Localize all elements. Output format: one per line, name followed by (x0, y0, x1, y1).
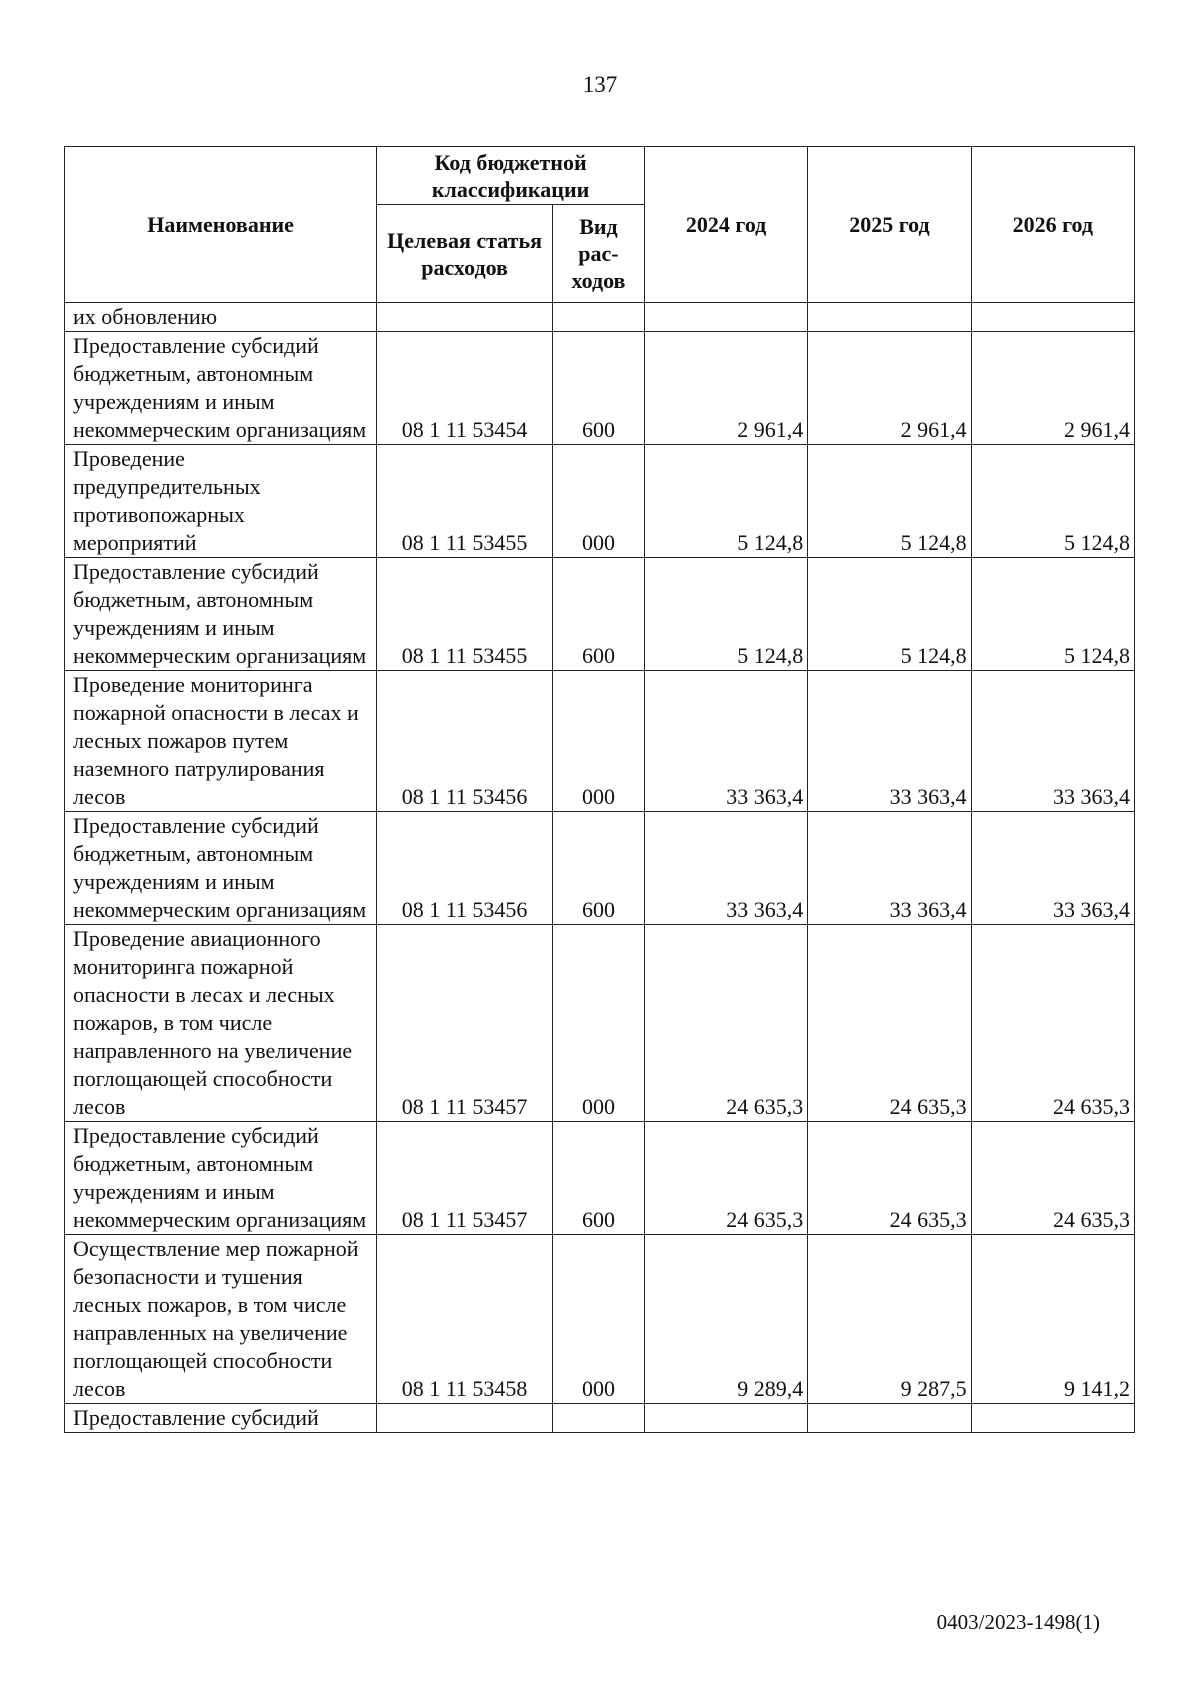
row-target-article-cell: 08 1 11 53457 (377, 1122, 553, 1235)
row-name-cell: Предоставление субсидий бюджетным, автономным учреждениям и иным некоммерческим организациям (65, 332, 377, 445)
table-row (65, 671, 1135, 812)
row-expense-type-cell: 000 (552, 445, 644, 558)
row-value-2026-cell: 5 124,8 (971, 558, 1134, 671)
row-value-2025-cell: 33 363,4 (808, 812, 971, 925)
table-row (65, 558, 1135, 671)
row-target-article-cell (377, 303, 553, 332)
row-value-2024-cell: 5 124,8 (644, 558, 807, 671)
row-value-2025-cell (808, 1404, 971, 1433)
row-expense-type-cell: 600 (552, 332, 644, 445)
row-expense-type-cell: 600 (552, 1122, 644, 1235)
row-value-2026-cell: 24 635,3 (971, 925, 1134, 1122)
header-budget-code-group: Код бюджетной классификации (377, 147, 645, 205)
row-value-2026-cell: 33 363,4 (971, 671, 1134, 812)
row-value-2025-cell: 9 287,5 (808, 1235, 971, 1404)
row-name-cell: Предоставление субсидий бюджетным, автономным учреждениям и иным некоммерческим организациям (65, 812, 377, 925)
row-value-2025-cell: 33 363,4 (808, 671, 971, 812)
row-value-2026-cell (971, 303, 1134, 332)
header-year-2024: 2024 год (644, 147, 807, 303)
row-expense-type-cell (552, 303, 644, 332)
table-row (65, 1235, 1135, 1404)
row-value-2024-cell: 24 635,3 (644, 925, 807, 1122)
row-target-article-cell (377, 1404, 553, 1433)
row-value-2024-cell: 9 289,4 (644, 1235, 807, 1404)
row-value-2024-cell (644, 1404, 807, 1433)
table-row (65, 1122, 1135, 1235)
row-value-2025-cell: 5 124,8 (808, 445, 971, 558)
row-expense-type-cell: 600 (552, 812, 644, 925)
row-name-cell: Предоставление субсидий бюджетным, автономным учреждениям и иным некоммерческим организациям (65, 558, 377, 671)
table-row (65, 303, 1135, 332)
table-row (65, 332, 1135, 445)
row-value-2025-cell: 24 635,3 (808, 1122, 971, 1235)
document-id: 0403/2023-1498(1) (936, 1610, 1100, 1634)
row-value-2025-cell: 2 961,4 (808, 332, 971, 445)
row-value-2024-cell: 24 635,3 (644, 1122, 807, 1235)
table-row (65, 1404, 1135, 1433)
row-value-2026-cell: 5 124,8 (971, 445, 1134, 558)
row-value-2026-cell: 9 141,2 (971, 1235, 1134, 1404)
table-row (65, 445, 1135, 558)
row-value-2025-cell: 5 124,8 (808, 558, 971, 671)
table-row (65, 925, 1135, 1122)
row-value-2026-cell (971, 1404, 1134, 1433)
header-target-article: Целевая статья расходов (377, 205, 553, 303)
header-year-2026: 2026 год (971, 147, 1134, 303)
row-value-2025-cell (808, 303, 971, 332)
row-name-cell: их обновлению (65, 303, 377, 332)
row-name-cell: Проведение авиационного мониторинга пожарной опасности в лесах и лесных пожаров, в том числе направленного на увеличение поглощающей способности лесов (65, 925, 377, 1122)
row-value-2025-cell: 24 635,3 (808, 925, 971, 1122)
row-expense-type-cell: 000 (552, 671, 644, 812)
row-target-article-cell: 08 1 11 53458 (377, 1235, 553, 1404)
row-value-2026-cell: 33 363,4 (971, 812, 1134, 925)
header-name: Наименование (65, 147, 377, 303)
row-value-2024-cell: 5 124,8 (644, 445, 807, 558)
row-value-2024-cell: 33 363,4 (644, 812, 807, 925)
row-expense-type-cell: 600 (552, 558, 644, 671)
row-name-cell: Осуществление мер пожарной безопасности и тушения лесных пожаров, в том числе направленных на увеличение поглощающей способности лесов (65, 1235, 377, 1404)
header-expense-type: Вид рас-ходов (552, 205, 644, 303)
row-value-2024-cell: 2 961,4 (644, 332, 807, 445)
page-number: 137 (582, 72, 618, 97)
row-value-2026-cell: 2 961,4 (971, 332, 1134, 445)
row-value-2024-cell (644, 303, 807, 332)
row-target-article-cell: 08 1 11 53457 (377, 925, 553, 1122)
header-year-2025: 2025 год (808, 147, 971, 303)
table-row (65, 812, 1135, 925)
row-target-article-cell: 08 1 11 53456 (377, 812, 553, 925)
budget-table (64, 146, 1135, 1433)
row-name-cell: Предоставление субсидий бюджетным, автономным учреждениям и иным некоммерческим организациям (65, 1122, 377, 1235)
row-target-article-cell: 08 1 11 53455 (377, 558, 553, 671)
table-body (65, 303, 1135, 1433)
row-target-article-cell: 08 1 11 53456 (377, 671, 553, 812)
row-expense-type-cell: 000 (552, 925, 644, 1122)
row-expense-type-cell (552, 1404, 644, 1433)
row-value-2024-cell: 33 363,4 (644, 671, 807, 812)
row-name-cell: Предоставление субсидий (65, 1404, 377, 1433)
row-target-article-cell: 08 1 11 53455 (377, 445, 553, 558)
row-value-2026-cell: 24 635,3 (971, 1122, 1134, 1235)
row-name-cell: Проведение предупредительных противопожарных мероприятий (65, 445, 377, 558)
row-target-article-cell: 08 1 11 53454 (377, 332, 553, 445)
row-expense-type-cell: 000 (552, 1235, 644, 1404)
row-name-cell: Проведение мониторинга пожарной опасности в лесах и лесных пожаров путем наземного патрулирования лесов (65, 671, 377, 812)
